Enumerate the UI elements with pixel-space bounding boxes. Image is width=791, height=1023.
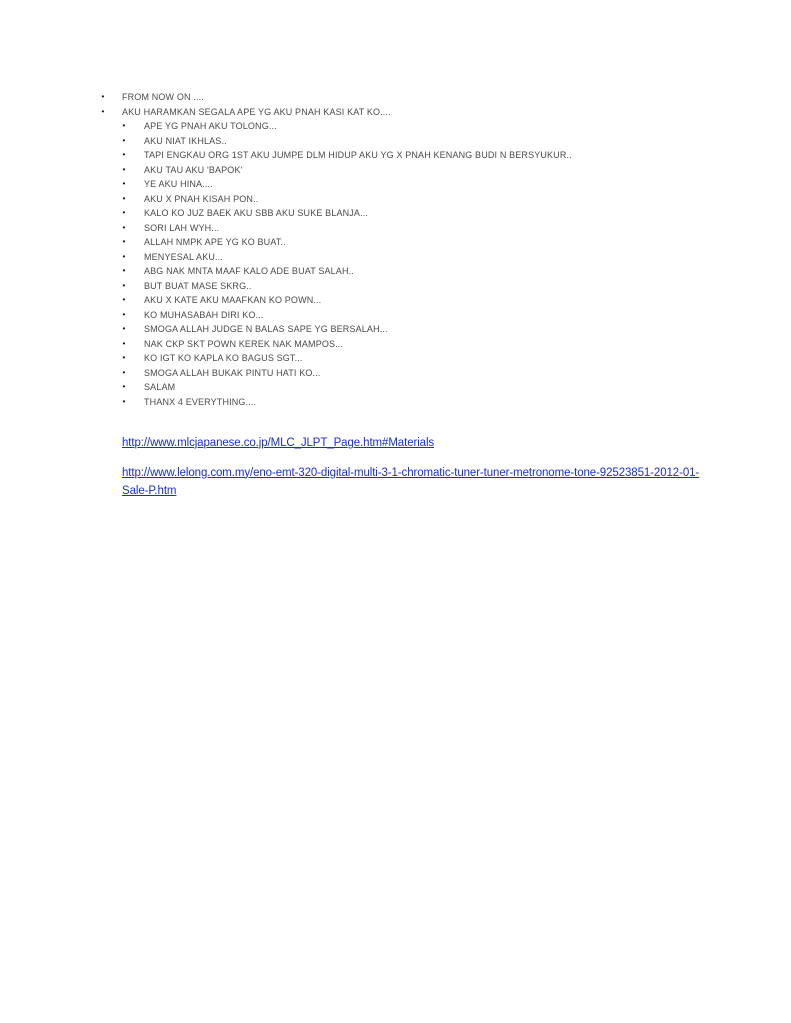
- list-item: [0, 264, 791, 279]
- bullet-icon: •: [122, 324, 126, 333]
- list-item-text: SMOGA ALLAH BUKAK PINTU HATI KO...: [144, 367, 321, 378]
- bullet-icon: •: [122, 237, 126, 246]
- bullet-list: [0, 90, 791, 409]
- list-item: [0, 148, 791, 163]
- list-item: [0, 192, 791, 207]
- list-item-text: YE AKU HINA....: [144, 179, 213, 189]
- list-item: [0, 308, 791, 323]
- list-item: [0, 380, 791, 395]
- bullet-icon: •: [122, 382, 126, 391]
- list-item-text: AKU X KATE AKU MAAFKAN KO POWN...: [144, 295, 322, 305]
- bullet-icon: •: [122, 121, 126, 130]
- bullet-icon: •: [122, 251, 126, 261]
- list-item-text: AKU HARAMKAN SEGALA APE YG AKU PNAH KASI KAT KO....: [122, 106, 391, 117]
- list-item-text: SALAM: [144, 382, 176, 392]
- mlcjapanese-link[interactable]: http://www.mlcjapanese.co.jp/MLC_JLPT_Page.htm#Materials: [122, 437, 435, 449]
- list-item-text: SORI LAH WYH...: [144, 222, 220, 233]
- list-item-text: TAPI ENGKAU ORG 1ST AKU JUMPE DLM HIDUP AKU YG X PNAH KENANG BUDI N BERSYUKUR..: [144, 150, 572, 160]
- bullet-icon: •: [122, 396, 126, 406]
- bullet-icon: •: [122, 222, 126, 232]
- list-item: [0, 206, 791, 221]
- list-item: [0, 322, 791, 337]
- list-item-text: APE YG PNAH AKU TOLONG...: [144, 121, 277, 131]
- list-item-text: BUT BUAT MASE SKRG..: [144, 280, 252, 291]
- list-item: [0, 134, 791, 149]
- list-item: [0, 90, 791, 105]
- bullet-icon: •: [122, 266, 126, 275]
- bullet-icon: •: [122, 338, 126, 348]
- list-item: [0, 337, 791, 352]
- bullet-icon: •: [122, 309, 126, 319]
- bullet-icon: •: [122, 280, 126, 290]
- list-item-text: KO MUHASABAH DIRI KO...: [144, 309, 264, 320]
- bullet-icon: •: [122, 295, 126, 304]
- list-item-text: KO IGT KO KAPLA KO BAGUS SGT...: [144, 353, 303, 363]
- list-item-text: KALO KO JUZ BAEK AKU SBB AKU SUKE BLANJA...: [144, 208, 369, 218]
- list-item-text: THANX 4 EVERYTHING....: [144, 396, 257, 407]
- list-item: [0, 366, 791, 381]
- bullet-icon: •: [122, 179, 126, 188]
- bullet-icon: •: [122, 135, 126, 145]
- list-item-text: MENYESAL AKU...: [144, 251, 223, 262]
- list-item-text: AKU TAU AKU 'BAPOK': [144, 164, 243, 175]
- list-item-text: NAK CKP SKT POWN KEREK NAK MAMPOS...: [144, 338, 344, 349]
- bullet-icon: •: [122, 353, 126, 362]
- lelong-link[interactable]: http://www.lelong.com.my/eno-emt-320-digital-multi-3-1-chromatic-tuner-tuner-metronome-tone-92523851-2012-01-Sale-P.htm: [122, 466, 700, 497]
- bullet-icon: •: [122, 150, 126, 159]
- bullet-icon: •: [101, 92, 105, 101]
- list-item: [0, 119, 791, 134]
- list-item-text: FROM NOW ON ....: [122, 92, 204, 102]
- list-item: [0, 177, 791, 192]
- list-item: [0, 279, 791, 294]
- list-item-text: ALLAH NMPK APE YG KO BUAT..: [144, 237, 286, 247]
- list-item-text: AKU X PNAH KISAH PON..: [144, 193, 259, 204]
- link-section: [122, 434, 702, 501]
- bullet-icon: •: [122, 193, 126, 203]
- list-item: [0, 105, 791, 120]
- bullet-icon: •: [122, 367, 126, 377]
- bullet-icon: •: [101, 106, 105, 116]
- list-item: [0, 163, 791, 178]
- list-item: [0, 250, 791, 265]
- list-item-text: AKU NIAT IKHLAS..: [144, 135, 227, 146]
- list-item: [0, 351, 791, 366]
- list-item-text: ABG NAK MNTA MAAF KALO ADE BUAT SALAH..: [144, 266, 354, 276]
- list-item: [0, 221, 791, 236]
- list-item: [0, 293, 791, 308]
- bullet-icon: •: [122, 208, 126, 217]
- list-item: [0, 395, 791, 410]
- list-item-text: SMOGA ALLAH JUDGE N BALAS SAPE YG BERSALAH...: [144, 324, 388, 334]
- list-item: [0, 235, 791, 250]
- bullet-icon: •: [122, 164, 126, 174]
